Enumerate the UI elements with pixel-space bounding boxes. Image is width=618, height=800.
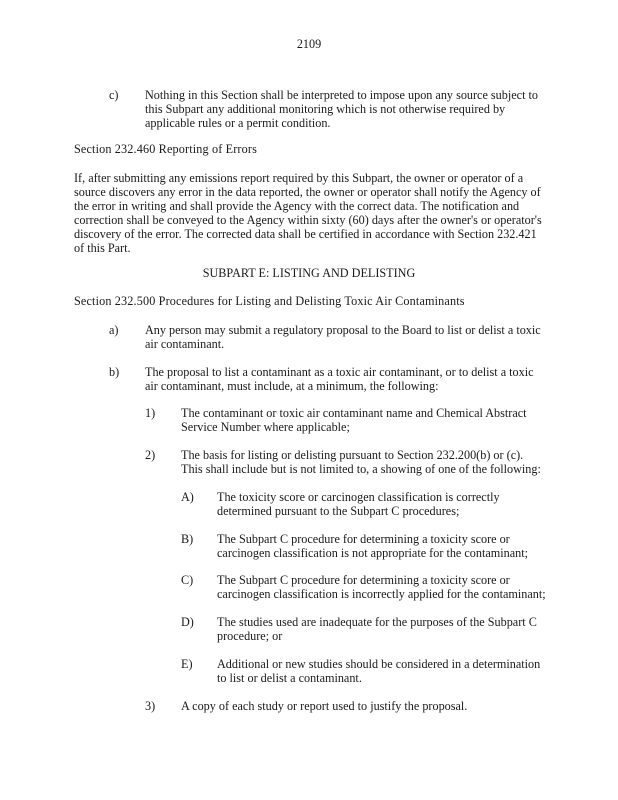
item-b-line: The proposal to list a contaminant as a toxic air contaminant, or to delist a toxic bbox=[145, 365, 534, 379]
section-460-line: If, after submitting any emissions report required by this Subpart, the owner or operator of a bbox=[74, 171, 524, 185]
item-1-text bbox=[181, 406, 527, 434]
item-c-line: this Subpart any additional monitoring which is not otherwise required by bbox=[145, 102, 506, 116]
item-c-label: c) bbox=[109, 88, 119, 102]
item-b-label: b) bbox=[109, 365, 120, 379]
item-2-line: The basis for listing or delisting pursuant to Section 232.200(b) or (c). bbox=[181, 448, 524, 462]
item-D-text bbox=[217, 615, 537, 643]
section-460-paragraph bbox=[74, 171, 542, 255]
item-a-line: Any person may submit a regulatory proposal to the Board to list or delist a toxic bbox=[145, 323, 541, 337]
item-C-line: carcinogen classification is incorrectly applied for the contaminant; bbox=[217, 587, 546, 601]
section-460-line: source discovers any error in the data reported, the owner or operator shall notify the Agency of bbox=[74, 185, 541, 199]
item-D-line: procedure; or bbox=[217, 629, 283, 643]
item-2-text bbox=[181, 448, 541, 476]
item-A-line: The toxicity score or carcinogen classification is correctly bbox=[217, 490, 500, 504]
subpart-e-title: SUBPART E: LISTING AND DELISTING bbox=[202, 266, 416, 280]
item-1-line: Service Number where applicable; bbox=[181, 420, 350, 434]
item-c-line: Nothing in this Section shall be interpreted to impose upon any source subject to bbox=[145, 88, 538, 102]
item-B-line: The Subpart C procedure for determining a toxicity score or bbox=[217, 532, 510, 546]
section-460-line: the error in writing and shall provide the Agency with the correct data. The notification and bbox=[74, 199, 520, 213]
item-c-text bbox=[145, 88, 538, 130]
item-C-label: C) bbox=[181, 573, 194, 587]
item-1-label: 1) bbox=[145, 406, 156, 420]
section-460-line: of this Part. bbox=[74, 241, 131, 255]
item-b-text bbox=[145, 365, 534, 393]
item-B-text bbox=[217, 532, 528, 560]
item-D-line: The studies used are inadequate for the purposes of the Subpart C bbox=[217, 615, 537, 629]
item-E-line: Additional or new studies should be considered in a determination bbox=[217, 657, 541, 671]
item-3-line: A copy of each study or report used to justify the proposal. bbox=[181, 699, 468, 713]
item-B-line: carcinogen classification is not appropriate for the contaminant; bbox=[217, 546, 529, 560]
item-1-line: The contaminant or toxic air contaminant name and Chemical Abstract bbox=[181, 406, 527, 420]
section-460-heading: Section 232.460 Reporting of Errors bbox=[74, 142, 257, 156]
section-460-line: discovery of the error. The corrected data shall be certified in accordance with Section 232.421 bbox=[74, 227, 537, 241]
item-E-label: E) bbox=[181, 657, 193, 671]
item-c-line: applicable rules or a permit condition. bbox=[145, 116, 331, 130]
item-B-label: B) bbox=[181, 532, 194, 546]
page-number: 2109 bbox=[296, 37, 322, 51]
item-3-label: 3) bbox=[145, 699, 156, 713]
item-E-text bbox=[217, 657, 540, 685]
item-A-line: determined pursuant to the Subpart C procedures; bbox=[217, 504, 460, 518]
item-a-text bbox=[145, 323, 541, 351]
item-a-line: air contaminant. bbox=[145, 337, 225, 351]
item-a-label: a) bbox=[109, 323, 119, 337]
item-A-text bbox=[217, 490, 500, 518]
item-C-line: The Subpart C procedure for determining a toxicity score or bbox=[217, 573, 510, 587]
section-500-heading: Section 232.500 Procedures for Listing and Delisting Toxic Air Contaminants bbox=[74, 294, 465, 308]
item-E-line: to list or delist a contaminant. bbox=[217, 671, 362, 685]
item-A-label: A) bbox=[181, 490, 194, 504]
item-2-label: 2) bbox=[145, 448, 156, 462]
section-460-line: correction shall be conveyed to the Agency within sixty (60) days after the owner's or operator's bbox=[74, 213, 542, 227]
item-2-line: This shall include but is not limited to, a showing of one of the following: bbox=[181, 462, 541, 476]
item-C-text bbox=[217, 573, 546, 601]
item-b-line: air contaminant, must include, at a minimum, the following: bbox=[145, 379, 439, 393]
item-D-label: D) bbox=[181, 615, 194, 629]
item-3-text bbox=[181, 699, 467, 713]
